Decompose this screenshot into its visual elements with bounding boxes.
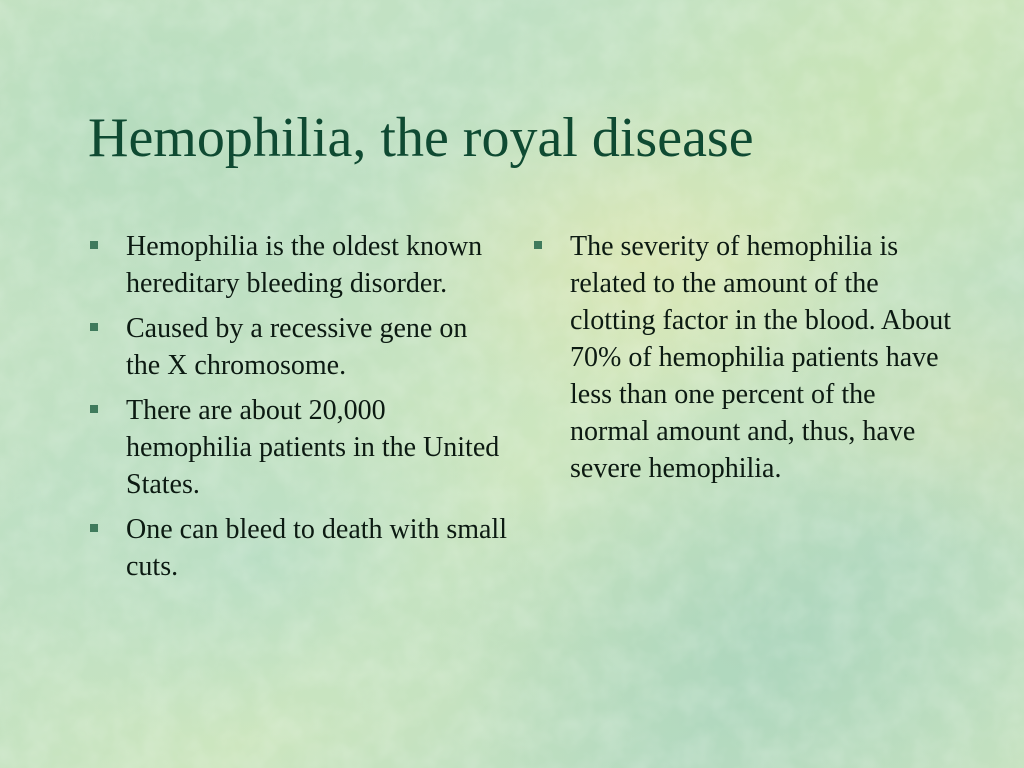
list-item: [88, 228, 508, 302]
bullet-text: There are about 20,000 hemophilia patients in the United States.: [126, 395, 500, 500]
bullet-text: One can bleed to death with small cuts.: [126, 514, 507, 582]
square-bullet-icon: [90, 241, 98, 249]
bullet-text: The severity of hemophilia is related to the amount of the clotting factor in the blood. About 70% of hemophilia patients have less than one percent of the normal amount and, thus, have severe hemophilia.: [570, 231, 952, 484]
square-bullet-icon: [90, 524, 98, 532]
right-bullet-list: [532, 228, 952, 495]
left-bullet-list: [88, 228, 508, 593]
list-item: [532, 228, 952, 487]
bullet-text: Hemophilia is the oldest known hereditary bleeding disorder.: [126, 231, 483, 299]
square-bullet-icon: [90, 405, 98, 413]
list-item: [88, 511, 508, 585]
square-bullet-icon: [534, 241, 542, 249]
bullet-text: Caused by a recessive gene on the X chromosome.: [126, 313, 468, 381]
slide-title: Hemophilia, the royal disease: [88, 107, 754, 169]
square-bullet-icon: [90, 323, 98, 331]
list-item: [88, 392, 508, 503]
list-item: [88, 310, 508, 384]
